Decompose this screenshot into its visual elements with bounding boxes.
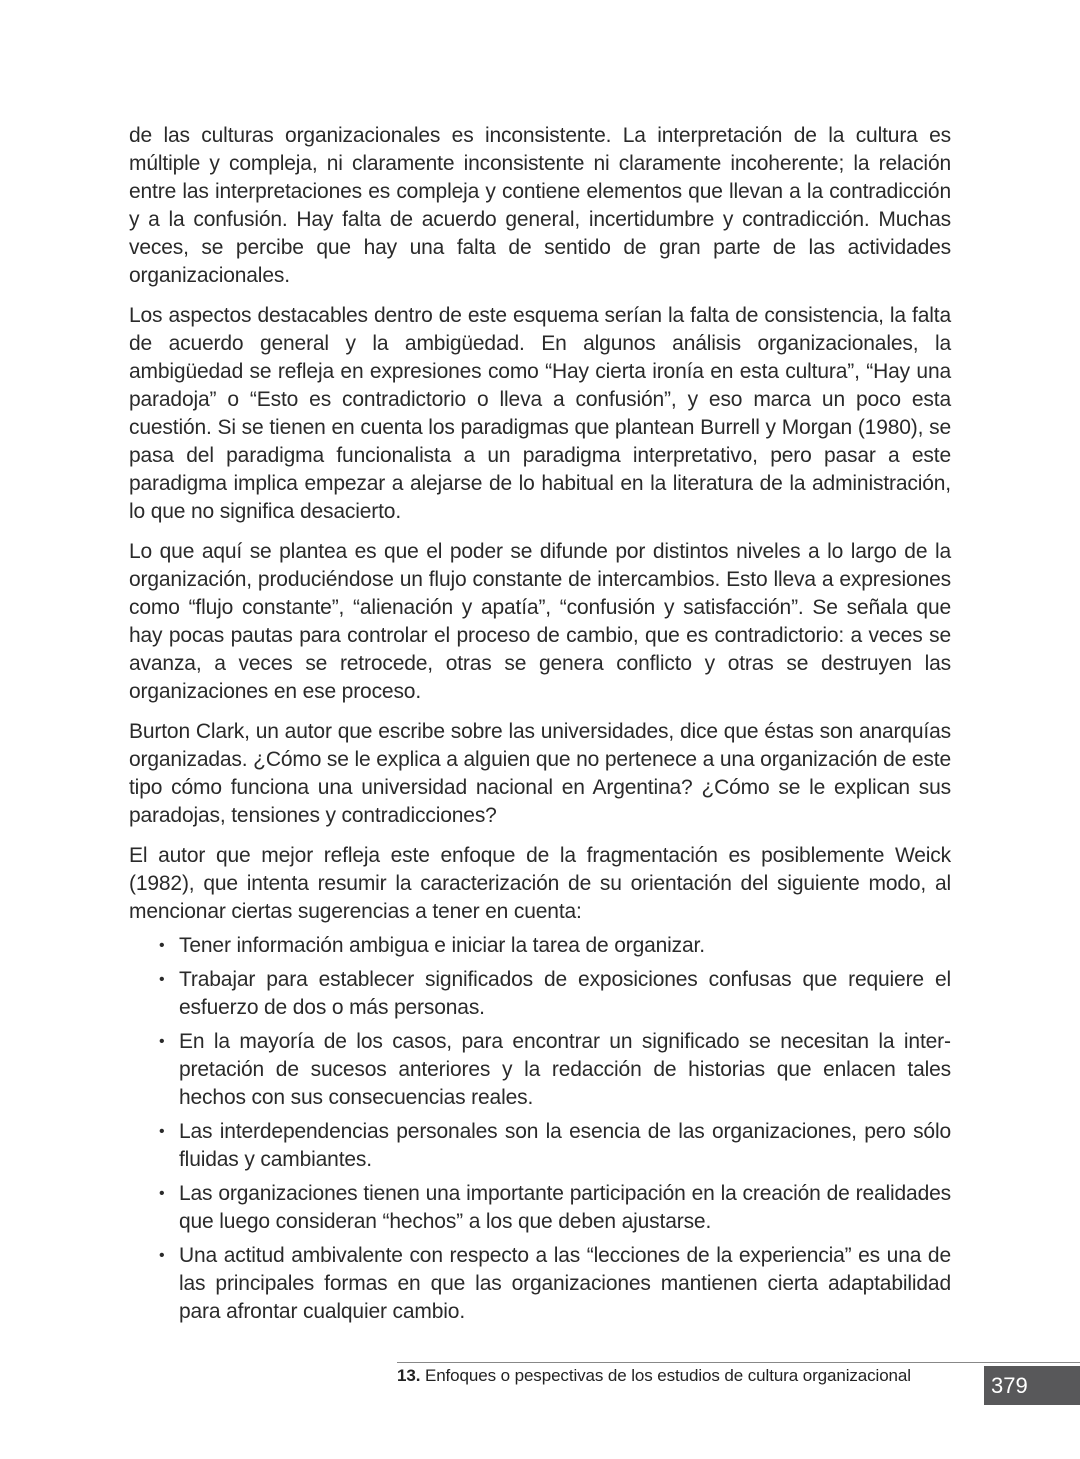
- list-item: [129, 966, 951, 1022]
- bullet-icon: •: [159, 1185, 165, 1202]
- bullet-icon: •: [159, 1123, 165, 1140]
- list-item-text: Trabajar para establecer significados de exposiciones confusas que requiere el esfuerzo de dos o más personas.: [179, 968, 951, 1019]
- footer-divider: [397, 1362, 1080, 1363]
- page-body: [129, 122, 951, 1332]
- paragraph: de las culturas organizacionales es inconsistente. La interpretación de la cultura es múltiple y compleja, ni claramente inconsistente ni claramente incoherente; la relación entre las interpretaciones es compleja y contiene elementos que llevan a la contradicción y a la confusión. Hay falta de acuerdo general, incertidumbre y contradicción. Muchas veces, se percibe que hay una falta de sentido de gran parte de las actividades organizacionales.: [129, 124, 951, 287]
- chapter-number: 13.: [397, 1366, 421, 1385]
- list-item: [129, 1180, 951, 1236]
- bullet-icon: •: [159, 1247, 165, 1264]
- list-item: [129, 1028, 951, 1112]
- list-item-text: Las interdependencias personales son la esencia de las organizaciones, pero sólo fluidas y cambiantes.: [179, 1120, 951, 1171]
- paragraph: El autor que mejor refleja este enfoque de la fragmentación es posiblemente Weick (1982), que intenta resumir la caracterización de su orientación del siguiente modo, al mencionar ciertas sugerencias a tener en cuenta:: [129, 844, 951, 923]
- list-item-text: Tener información ambigua e iniciar la tarea de organizar.: [179, 934, 705, 957]
- list-item-text: Una actitud ambivalente con respecto a las “lecciones de la experiencia” es una de las principales formas en que las organizaciones mantienen cierta adaptabilidad para afrontar cualquier cambio.: [179, 1244, 951, 1323]
- page-number: 379: [984, 1366, 1080, 1405]
- bullet-icon: •: [159, 971, 165, 988]
- bullet-icon: •: [159, 1033, 165, 1050]
- list-item-text: En la mayoría de los casos, para encontrar un significado se necesitan la interpretación de sucesos anteriores y la redacción de historias que enlacen tales hechos con sus consecuencias reales.: [179, 1030, 951, 1109]
- paragraph: Los aspectos destacables dentro de este esquema serían la falta de consistencia, la falta de acuerdo general y la ambigüedad. En algunos análisis organizacionales, la ambigüedad se refleja en expresiones como “Hay cierta ironía en esta cultura”, “Hay una paradoja” o “Esto es contradictorio o lleva a confusión”, y eso marca un poco esta cuestión. Si se tienen en cuenta los paradigmas que plantean Burrell y Morgan (1980), se pasa del paradigma funcionalista a un paradigma interpretativo, pero pasar a este paradigma implica empezar a alejarse de lo habitual en la literatura de la administración, lo que no significa desacierto.: [129, 304, 951, 523]
- running-footer: [397, 1366, 911, 1386]
- bullet-list: [129, 932, 951, 1326]
- paragraph: Lo que aquí se plantea es que el poder se difunde por distintos niveles a lo largo de la organización, produciéndose un flujo constante de intercambios. Esto lleva a expresiones como “flujo constante”, “alienación y apatía”, “confusión y satisfacción”. Se señala que hay pocas pautas para controlar el proceso de cambio, que es contradictorio: a veces se avanza, a veces se retrocede, otras se genera conflicto y otras se destruyen las organizaciones en ese proceso.: [129, 540, 951, 703]
- list-item: [129, 1118, 951, 1174]
- chapter-title: Enfoques o pespectivas de los estudios de cultura organizacional: [420, 1366, 911, 1385]
- paragraph: Burton Clark, un autor que escribe sobre las universidades, dice que éstas son anarquías organizadas. ¿Cómo se le explica a alguien que no pertenece a una organización de este tipo cómo funciona una universidad nacional en Argentina? ¿Cómo se le explican sus paradojas, tensiones y contradicciones?: [129, 720, 951, 827]
- list-item: [129, 1242, 951, 1326]
- list-item: [129, 932, 951, 960]
- list-item-text: Las organizaciones tienen una importante participación en la creación de realidades que luego consideran “hechos” a los que deben ajustarse.: [179, 1182, 951, 1233]
- bullet-icon: •: [159, 937, 165, 954]
